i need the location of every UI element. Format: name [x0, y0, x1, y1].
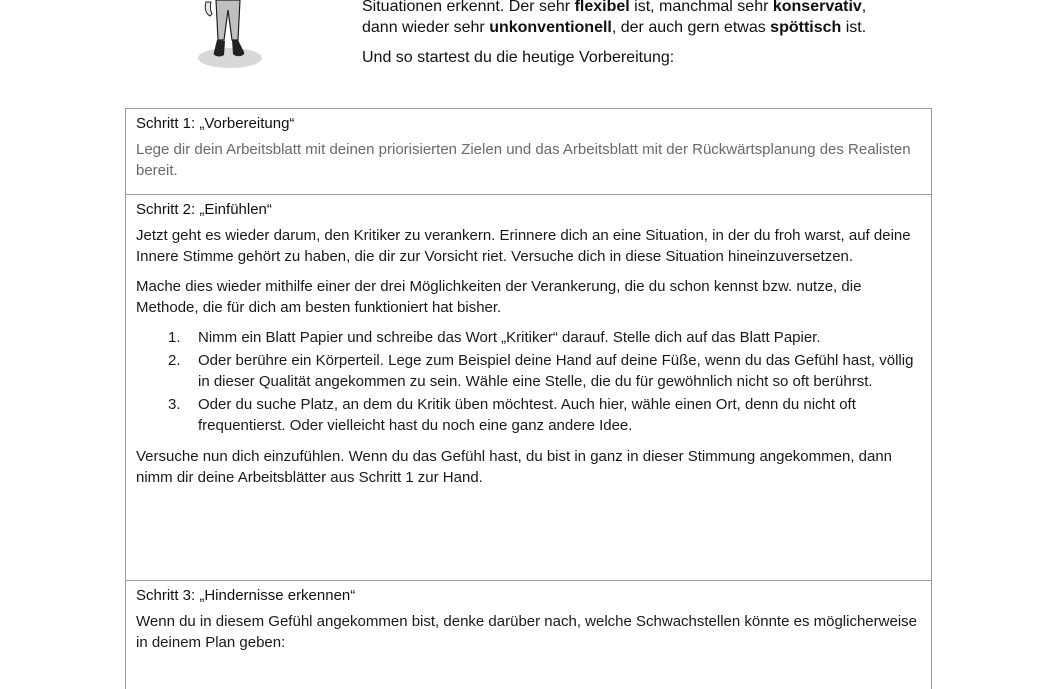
critic-illustration: [190, 0, 286, 70]
step-heading: Schritt 3: „Hindernisse erkennen“: [136, 587, 356, 604]
step-paragraph: Jetzt geht es wieder darum, den Kritiker zu verankern. Erinnere dich an eine Situation, in der du froh warst, auf deine Innere Stimme gehört zu haben, die dir zur Vorsicht riet. Versuche dich in diese Situation hineinzuversetzen.: [136, 227, 911, 265]
steps-table: [125, 108, 932, 689]
list-text: Oder du suche Platz, an dem du Kritik üben möchtest. Auch hier, wähle einen Ort, denn du nicht oft frequentierst. Oder vielleicht hast du noch eine ganz andere Idee.: [198, 396, 856, 434]
list-item: [136, 350, 921, 392]
step-2-section: [126, 195, 931, 581]
list-item: [136, 327, 921, 348]
step-heading: Schritt 2: „Einfühlen“: [136, 201, 272, 218]
intro-text: [362, 0, 962, 68]
step-3-section: [126, 581, 931, 670]
list-number: 1.: [168, 329, 181, 346]
step-1-section: [126, 109, 931, 195]
list-number: 3.: [168, 396, 181, 413]
step-heading: Schritt 1: „Vorbereitung“: [136, 115, 295, 132]
step-paragraph: Mache dies wieder mithilfe einer der drei Möglichkeiten der Verankerung, die du schon kennst bzw. nutze, die Methode, die für dich am besten funktioniert hat bisher.: [136, 278, 862, 316]
intro-line-1: Situationen erkennt. Der sehr flexibel ist, manchmal sehr konservativ,: [362, 0, 867, 15]
step-text: Lege dir dein Arbeitsblatt mit deinen priorisierten Zielen und das Arbeitsblatt mit der Rückwärtsplanung des Realisten bereit.: [136, 141, 911, 179]
intro-line-2: dann wieder sehr unkonventionell, der auch gern etwas spöttisch ist.: [362, 19, 867, 36]
intro-line-3: Und so startest du die heutige Vorbereitung:: [362, 49, 675, 66]
list-text: Nimm ein Blatt Papier und schreibe das Wort „Kritiker“ darauf. Stelle dich auf das Blatt Papier.: [198, 329, 821, 346]
step-paragraph: Versuche nun dich einzufühlen. Wenn du das Gefühl hast, du bist in ganz in dieser Stimmung angekommen, dann nimm dir deine Arbeitsblätter aus Schritt 1 zur Hand.: [136, 448, 893, 486]
list-item: [136, 394, 921, 436]
step-paragraph: Wenn du in diesem Gefühl angekommen bist, denke darüber nach, welche Schwachstellen könnte es möglicherweise in deinem Plan geben:: [136, 613, 917, 651]
list-number: 2.: [168, 352, 181, 369]
anchoring-list: [136, 327, 921, 436]
list-text: Oder berühre ein Körperteil. Lege zum Beispiel deine Hand auf deine Füße, wenn du das Gefühl hast, völlig in dieser Qualität angekommen zu sein. Wähle eine Stelle, die du für gewöhnlich nicht so oft berührst.: [198, 352, 914, 390]
